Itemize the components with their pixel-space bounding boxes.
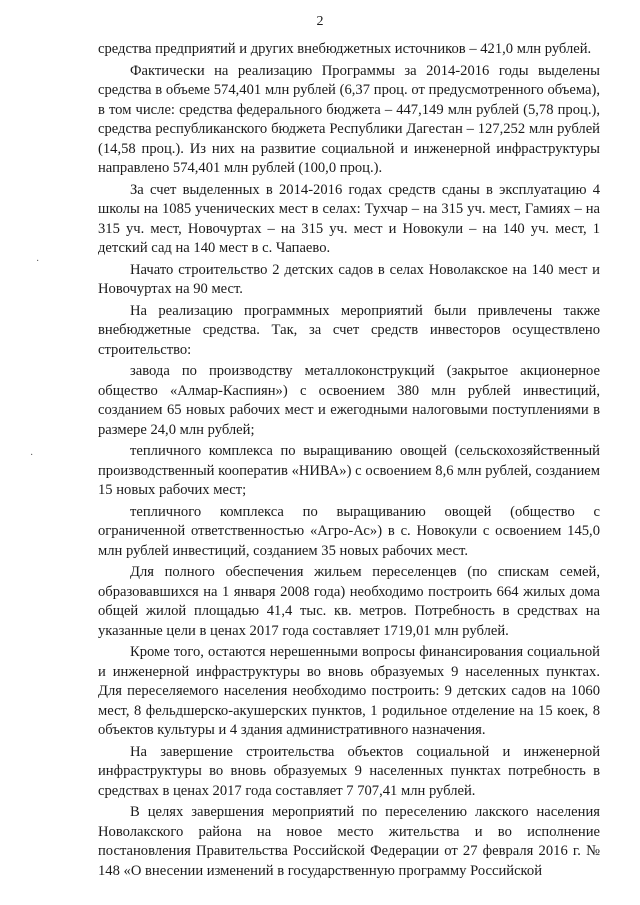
page-number: 2 <box>316 14 324 29</box>
paragraph: В целях завершения мероприятий по переселению лакского населения Новолакского района на новое место жительства и во исполнение постановления Правительства Российской Федерации от 27 февраля 2016 г. № 148 «О внесении изменений в государственную программу Российской <box>98 804 600 879</box>
paragraph: средства предприятий и других внебюджетных источников – 421,0 млн рублей. <box>98 41 592 57</box>
paragraph: Начато строительство 2 детских садов в селах Новолакское на 140 мест и Новочуртах на 90 мест. <box>98 261 600 297</box>
paragraph: завода по производству металлоконструкций (закрытое акционерное общество «Алмар-Каспиян») с освоением 380 млн рублей инвестиций, созданием 65 новых рабочих мест и ежегодными налоговыми поступлениями в размере 24,0 млн рублей; <box>98 363 600 438</box>
paragraph: На завершение строительства объектов социальной и инженерной инфраструктуры во вновь образуемых 9 населенных пунктах потребность в средствах в ценах 2017 года составляет 7 707,41 млн рублей. <box>98 743 600 799</box>
paragraph: Фактически на реализацию Программы за 2014-2016 годы выделены средства в объеме 574,401 млн рублей (6,37 проц. от предусмотренного объема), в том числе: средства федерального бюджета – 447,149 млн рублей (5,78 проц.), средства республиканского бюджета Республики Дагестан – 127,252 млн рублей (14,58 проц.). Из них на развитие социальной и инженерной инфраструктуры направлено 574,401 млн рублей (100,0 проц.). <box>98 62 600 176</box>
scan-speck: · <box>30 450 34 461</box>
paragraph: Для полного обеспечения жильем переселенцев (по спискам семей, образовавшихся на 1 января 2008 года) необходимо построить 664 жилых дома общей жилой площадью 41,4 тыс. кв. метров. Потребность в средствах на указанные цели в ценах 2017 года составляет 1719,01 млн рублей. <box>98 564 600 639</box>
paragraph: Кроме того, остаются нерешенными вопросы финансирования социальной и инженерной инфраструктуры во вновь образуемых 9 населенных пунктах. Для переселяемого населения необходимо построить: 9 детских садов на 1060 мест, 8 фельдшерско-акушерских пунктов, 1 родильное отделение на 15 коек, 8 объектов культуры и 4 здания административного назначения. <box>98 644 600 738</box>
document-body <box>98 40 600 883</box>
paragraph: тепличного комплекса по выращиванию овощей (сельскохозяйственный производственный кооператив «НИВА») с освоением 8,6 млн рублей, созданием 15 новых рабочих мест; <box>98 443 600 498</box>
paragraph: На реализацию программных мероприятий были привлечены также внебюджетные средства. Так, за счет средств инвесторов осуществлено строительство: <box>98 302 600 358</box>
paragraph: тепличного комплекса по выращиванию овощей (общество с ограниченной ответственностью «Агро-Ас») в с. Новокули с освоением 145,0 млн рублей инвестиций, созданием 35 новых рабочих мест. <box>98 503 600 559</box>
scan-speck: · <box>36 256 40 267</box>
paragraph: За счет выделенных в 2014-2016 годах средств сданы в эксплуатацию 4 школы на 1085 ученических мест в селах: Тухчар – на 315 уч. мест, Гамиях – на 315 уч. мест, Новочуртах – на 315 уч. мест и Новокули – на 140 уч. мест, 1 детский сад на 140 мест в с. Чапаево. <box>98 181 600 256</box>
